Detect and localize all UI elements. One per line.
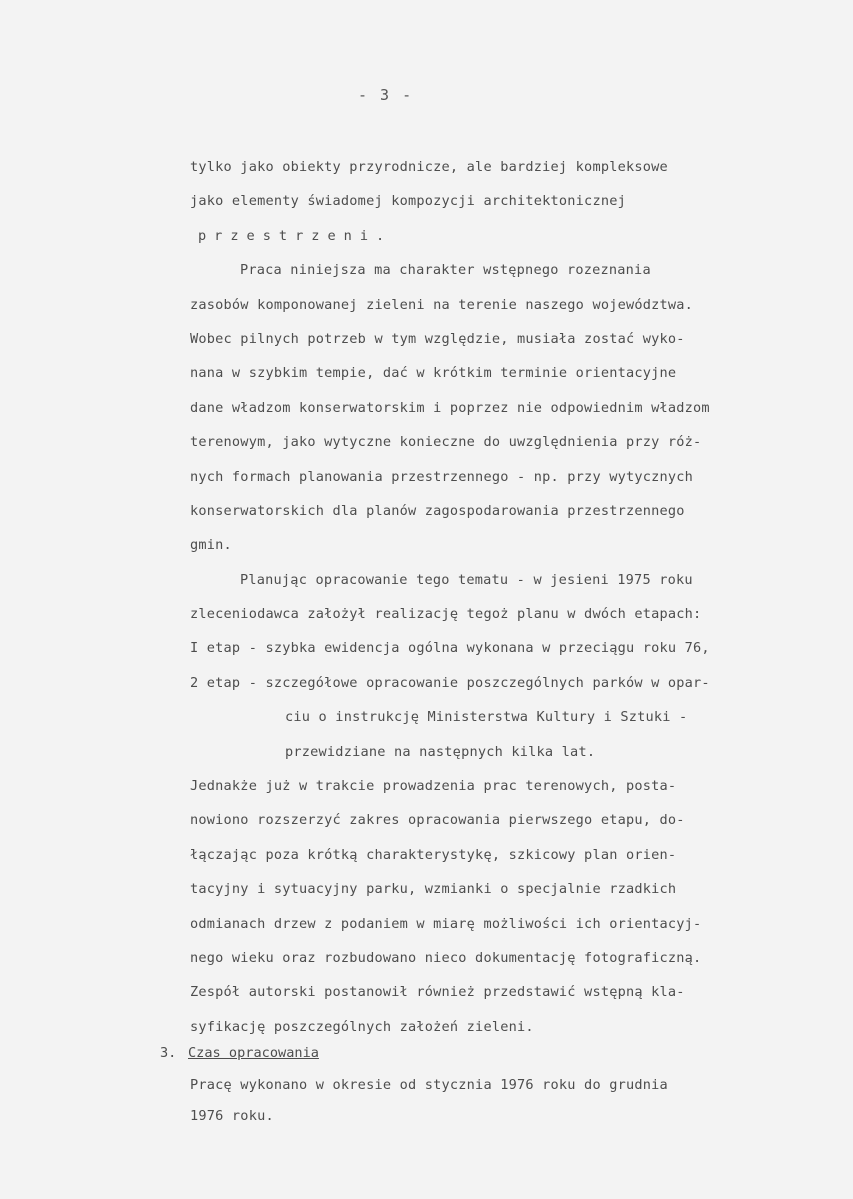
page-number: - 3 - xyxy=(358,86,414,104)
text-line: Zespół autorski postanowił również przedstawić wstępną kla- xyxy=(190,984,685,1001)
list-item-line: I etap - szybka ewidencja ogólna wykonana w przeciągu roku 76, xyxy=(190,640,710,657)
text-line: nych formach planowania przestrzennego - np. przy wytycznych xyxy=(190,468,694,485)
body-text xyxy=(190,150,830,1044)
section-title: Czas opracowania xyxy=(188,1045,319,1061)
text-line: gmin. xyxy=(190,537,232,554)
text-line: odmianach drzew z podaniem w miarę możliwości ich orientacyj- xyxy=(190,915,702,932)
list-continuation-line: ciu o instrukcję Ministerstwa Kultury i Sztuki - xyxy=(285,709,688,726)
section-3 xyxy=(160,1036,830,1132)
text-line: nana w szybkim tempie, dać w krótkim terminie orientacyjne xyxy=(190,365,677,382)
text-line: tacyjny i sytuacyjny parku, wzmianki o specjalnie rzadkich xyxy=(190,881,677,898)
section-body xyxy=(160,1070,830,1132)
text-line: tylko jako obiekty przyrodnicze, ale bardziej kompleksowe xyxy=(190,159,668,175)
text-line: Jednakże już w trakcie prowadzenia prac terenowych, posta- xyxy=(190,778,677,795)
text-line: syfikację poszczególnych założeń zieleni. xyxy=(190,1018,534,1035)
text-line: jako elementy świadomej kompozycji architektonicznej xyxy=(190,193,626,210)
list-item-line: 2 etap - szczegółowe opracowanie poszczególnych parków w opar- xyxy=(190,674,710,691)
list-continuation-line: przewidziane na następnych kilka lat. xyxy=(285,743,596,760)
text-line: terenowym, jako wytyczne konieczne do uwzględnienia przy róż- xyxy=(190,434,702,451)
text-line: nowiono rozszerzyć zakres opracowania pierwszego etapu, do- xyxy=(190,812,685,829)
text-line: nego wieku oraz rozbudowano nieco dokumentację fotograficzną. xyxy=(190,949,702,966)
section-number: 3. xyxy=(160,1045,177,1061)
text-line: dane władzom konserwatorskim i poprzez nie odpowiednim władzom xyxy=(190,399,710,416)
text-line: przestrzeni. xyxy=(198,227,393,244)
text-line: zleceniodawca założył realizację tegoż planu w dwóch etapach: xyxy=(190,606,702,623)
text-line: Wobec pilnych potrzeb w tym względzie, musiała zostać wyko- xyxy=(190,330,685,347)
paragraph-start-line: Planując opracowanie tego tematu - w jesieni 1975 roku xyxy=(240,571,693,588)
paragraph-start-line: Praca niniejsza ma charakter wstępnego rozeznania xyxy=(240,262,651,279)
text-line: łączając poza krótką charakterystykę, szkicowy plan orien- xyxy=(190,846,677,863)
text-line: Pracę wykonano w okresie od stycznia 1976 roku do grudnia xyxy=(190,1077,668,1093)
text-line: zasobów komponowanej zieleni na terenie naszego województwa. xyxy=(190,296,694,313)
text-line: 1976 roku. xyxy=(190,1108,274,1124)
section-heading xyxy=(160,1036,830,1070)
text-line: konserwatorskich dla planów zagospodarowania przestrzennego xyxy=(190,502,685,519)
